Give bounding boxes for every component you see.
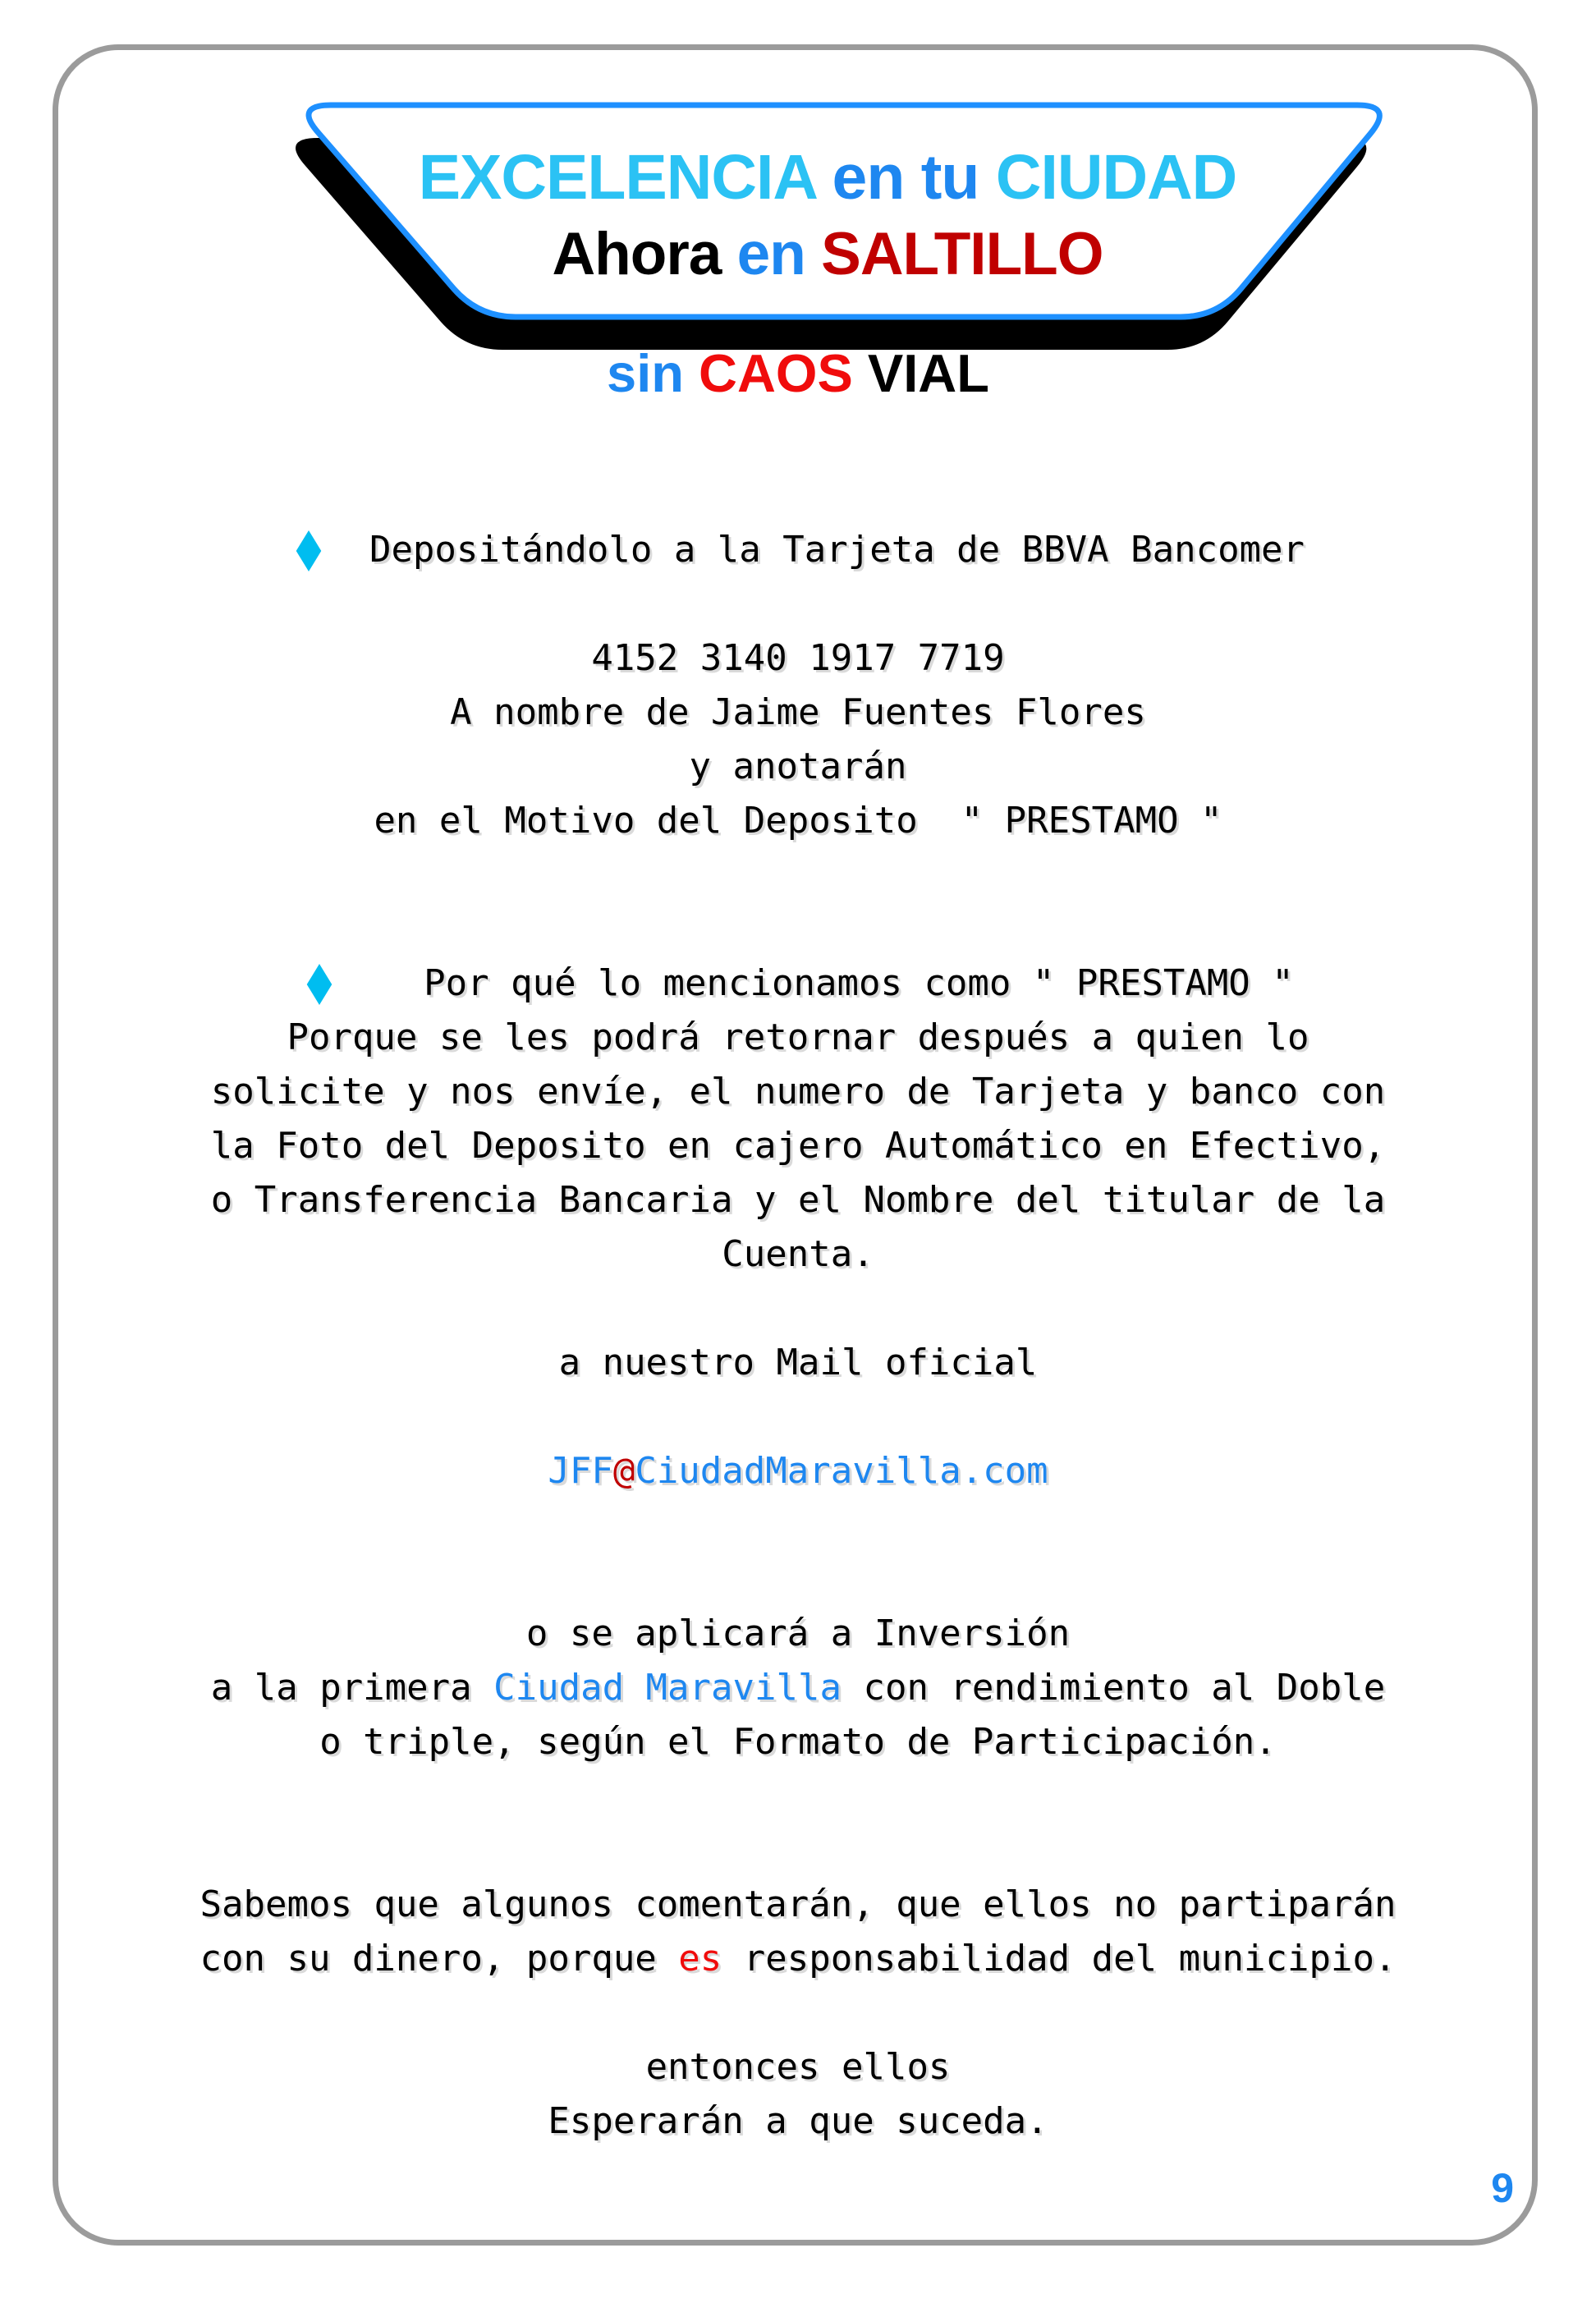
body-line [0, 1986, 1596, 2040]
text-segment: responsabilidad del municipio. [722, 1938, 1396, 1980]
bullet-line-deposito [0, 523, 1596, 577]
text-segment: Cuenta. [722, 1233, 874, 1275]
body-line [0, 740, 1596, 794]
body-line [0, 1173, 1596, 1227]
body-line [0, 1553, 1596, 1607]
text-segment: en [721, 221, 822, 287]
body-line [0, 1011, 1596, 1065]
body-line [0, 2040, 1596, 2094]
body-line [0, 794, 1596, 848]
text-segment: CiudadMaravilla.com [635, 1450, 1048, 1492]
text-segment: es [678, 1938, 722, 1980]
body-line [0, 1336, 1596, 1390]
text-segment: con rendimiento al Doble [841, 1667, 1386, 1709]
text-segment: JFF [548, 1450, 613, 1492]
text-segment: @ [612, 1450, 635, 1492]
body-line [0, 1282, 1596, 1336]
text-segment: solicite y nos envíe, el numero de Tarjeta y banco con [210, 1071, 1386, 1113]
page-number: 9 [1491, 2165, 1514, 2211]
body-line [0, 1715, 1596, 1769]
text-segment: A nombre de Jaime Fuentes Flores [450, 691, 1146, 733]
body-line [0, 1661, 1596, 1715]
text-segment: VIAL [852, 343, 989, 403]
text-segment: SALTILLO [821, 221, 1103, 287]
text-segment: o Transferencia Bancaria y el Nombre del titular de la [210, 1179, 1386, 1221]
body-text [0, 523, 1596, 2149]
text-segment: o se aplicará a Inversión [525, 1613, 1071, 1654]
body-line [0, 1932, 1596, 1986]
diamond-bullet-icon [296, 530, 322, 571]
body-line [0, 1119, 1596, 1173]
bullet-line-prestamo [0, 957, 1596, 1011]
text-segment: la Foto del Deposito en cajero Automático en Efectivo, [210, 1125, 1386, 1167]
card-number-line [0, 631, 1596, 686]
body-line [0, 577, 1596, 631]
body-line [0, 1227, 1596, 1282]
text-segment: en tu [815, 142, 996, 213]
text-segment: a la primera [210, 1667, 494, 1709]
text-segment: Ciudad Maravilla [493, 1667, 842, 1709]
text-segment: CAOS [699, 343, 853, 403]
text-segment: en el Motivo del Deposito " PRESTAMO " [374, 800, 1222, 842]
text-segment: Depositándolo a la Tarjeta de BBVA Bancomer [325, 529, 1305, 571]
badge-subtitle [552, 220, 1103, 289]
body-line [0, 1390, 1596, 1444]
email-line [0, 1444, 1596, 1498]
text-segment: Ahora [552, 221, 722, 287]
body-line [0, 1769, 1596, 1824]
body-line [0, 1824, 1596, 1878]
tagline [0, 338, 1596, 409]
body-line [0, 1065, 1596, 1119]
text-segment: con su dinero, porque [200, 1938, 679, 1980]
text-segment: Porque se les podrá retornar después a quien lo [287, 1016, 1309, 1058]
body-line [0, 1498, 1596, 1553]
body-line [0, 1607, 1596, 1661]
body-line [0, 902, 1596, 957]
text-segment: 4152 3140 1917 7719 [591, 637, 1005, 679]
body-line [0, 848, 1596, 902]
text-segment: sin [607, 343, 699, 403]
body-line [0, 686, 1596, 740]
header-badge [228, 97, 1427, 372]
text-segment: Sabemos que algunos comentarán, que ellos no partiparán [200, 1883, 1396, 1925]
text-segment: EXCELENCIA [418, 142, 816, 213]
body-line [0, 1878, 1596, 1932]
badge-text [228, 97, 1427, 319]
text-segment: CIUDAD [995, 142, 1237, 213]
body-line [0, 2094, 1596, 2149]
diamond-bullet-icon [307, 964, 332, 1005]
text-segment: Esperarán a que suceda. [548, 2100, 1048, 2142]
text-segment: a nuestro Mail oficial [558, 1342, 1038, 1383]
text-segment: entonces ellos [645, 2046, 951, 2088]
text-segment: Por qué lo mencionamos como " PRESTAMO " [337, 962, 1294, 1004]
text-segment: o triple, según el Formato de Participación. [319, 1721, 1277, 1763]
badge-title [419, 140, 1237, 215]
text-segment: y anotarán [689, 745, 907, 787]
